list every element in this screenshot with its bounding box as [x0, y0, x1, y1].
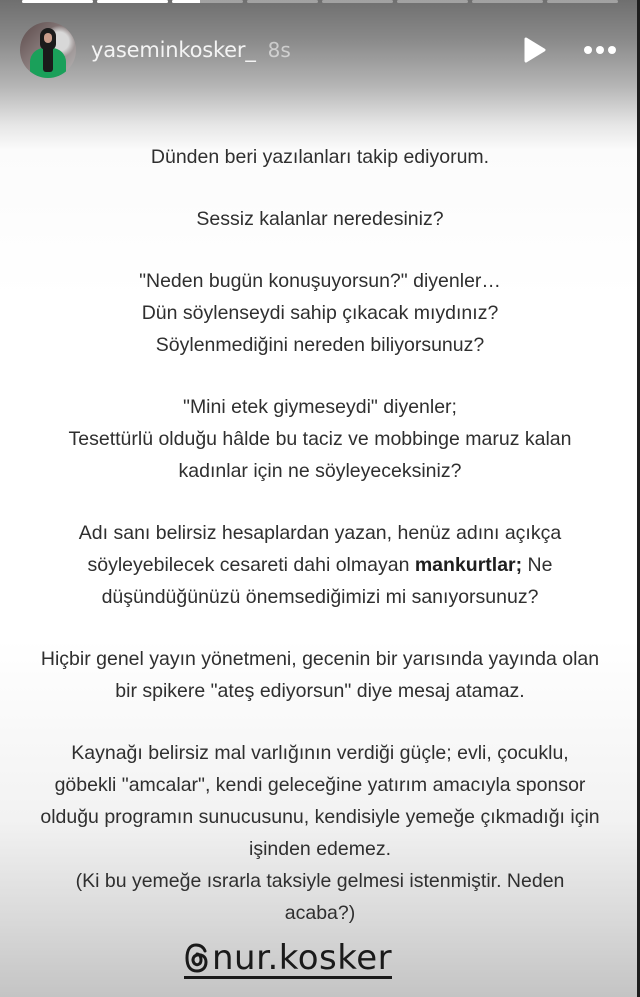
- progress-segment-3: [172, 0, 243, 3]
- text-line: kadınlar için ne söyleyeceksiniz?: [178, 460, 462, 482]
- text-line: bir spikere "ateş ediyorsun" diye mesaj atamaz.: [115, 680, 525, 702]
- progress-segment-5: [322, 0, 393, 3]
- paragraph-1: [0, 141, 640, 173]
- paragraph-4: [0, 391, 640, 487]
- text-segment: söyleyebilecek cesareti dahi olmayan: [87, 554, 415, 576]
- paragraph-3: [0, 265, 640, 361]
- more-horizontal-icon-dot: [596, 46, 604, 54]
- bold-word: mankurtlar;: [414, 554, 523, 576]
- text-line: Dünden beri yazılanları takip ediyorum.: [150, 146, 490, 168]
- text-line: düşündüğünüzü önemsediğimizi mi sanıyorsunuz?: [101, 586, 539, 608]
- text-line: olduğu programın sunucusunu, kendisiyle yemeğe çıkmadığı için: [40, 806, 600, 828]
- text-line: [0, 549, 640, 581]
- text-segment: Ne: [522, 554, 553, 576]
- text-line: Hiçbir genel yayın yönetmeni, gecenin bir yarısında yayında olan: [40, 648, 600, 670]
- text-line: Kaynağı belirsiz mal varlığının verdiği güçle; evli, çocuklu,: [71, 742, 569, 764]
- threads-at-icon: [184, 942, 210, 974]
- story-header: [20, 22, 620, 78]
- progress-segment-7: [472, 0, 543, 3]
- text-line: "Mini etek giymeseydi" diyenler;: [183, 396, 457, 418]
- paragraph-2: [0, 203, 640, 235]
- mention-handle: nur.kosker: [212, 938, 393, 978]
- text-line: Sessiz kalanlar neredesiniz?: [196, 208, 444, 230]
- progress-segment-2: [97, 0, 168, 3]
- story-timestamp: 8s: [267, 38, 291, 62]
- text-line: acaba?): [284, 902, 356, 924]
- text-line: Söylenmediğini nereden biliyorsunuz?: [155, 334, 485, 356]
- text-line: (Ki bu yemeğe ısrarla taksiyle gelmesi istenmiştir. Neden: [75, 870, 565, 892]
- more-horizontal-icon-dot: [608, 46, 616, 54]
- paragraph-5: [0, 517, 640, 613]
- more-horizontal-icon-dot: [584, 46, 592, 54]
- text-line: Dün söylenseydi sahip çıkacak mıydınız?: [141, 302, 499, 324]
- text-line: göbekli "amcalar", kendi geleceğine yatırım amacıyla sponsor: [54, 774, 586, 796]
- text-line: "Neden bugün konuşuyorsun?" diyenler…: [139, 270, 501, 292]
- text-line: işinden edemez.: [248, 838, 391, 860]
- progress-segment-4: [247, 0, 318, 3]
- story-text-overlay: [0, 141, 640, 929]
- story-progress-bar: [22, 0, 618, 3]
- progress-segment-1: [22, 0, 93, 3]
- username-link[interactable]: yaseminkosker_: [91, 38, 256, 62]
- mention-sticker[interactable]: [184, 940, 392, 979]
- progress-segment-6: [397, 0, 468, 3]
- progress-segment-8: [547, 0, 618, 3]
- text-line: Tesettürlü olduğu hâlde bu taciz ve mobbinge maruz kalan: [68, 428, 572, 450]
- paragraph-7: [0, 737, 640, 929]
- more-options-button[interactable]: [580, 35, 620, 65]
- avatar-figure-face: [44, 33, 52, 43]
- play-icon: [523, 37, 547, 63]
- play-button[interactable]: [520, 35, 550, 65]
- text-line: Adı sanı belirsiz hesaplardan yazan, henüz adını açıkça: [78, 522, 562, 544]
- paragraph-6: [0, 643, 640, 707]
- avatar[interactable]: [20, 22, 76, 78]
